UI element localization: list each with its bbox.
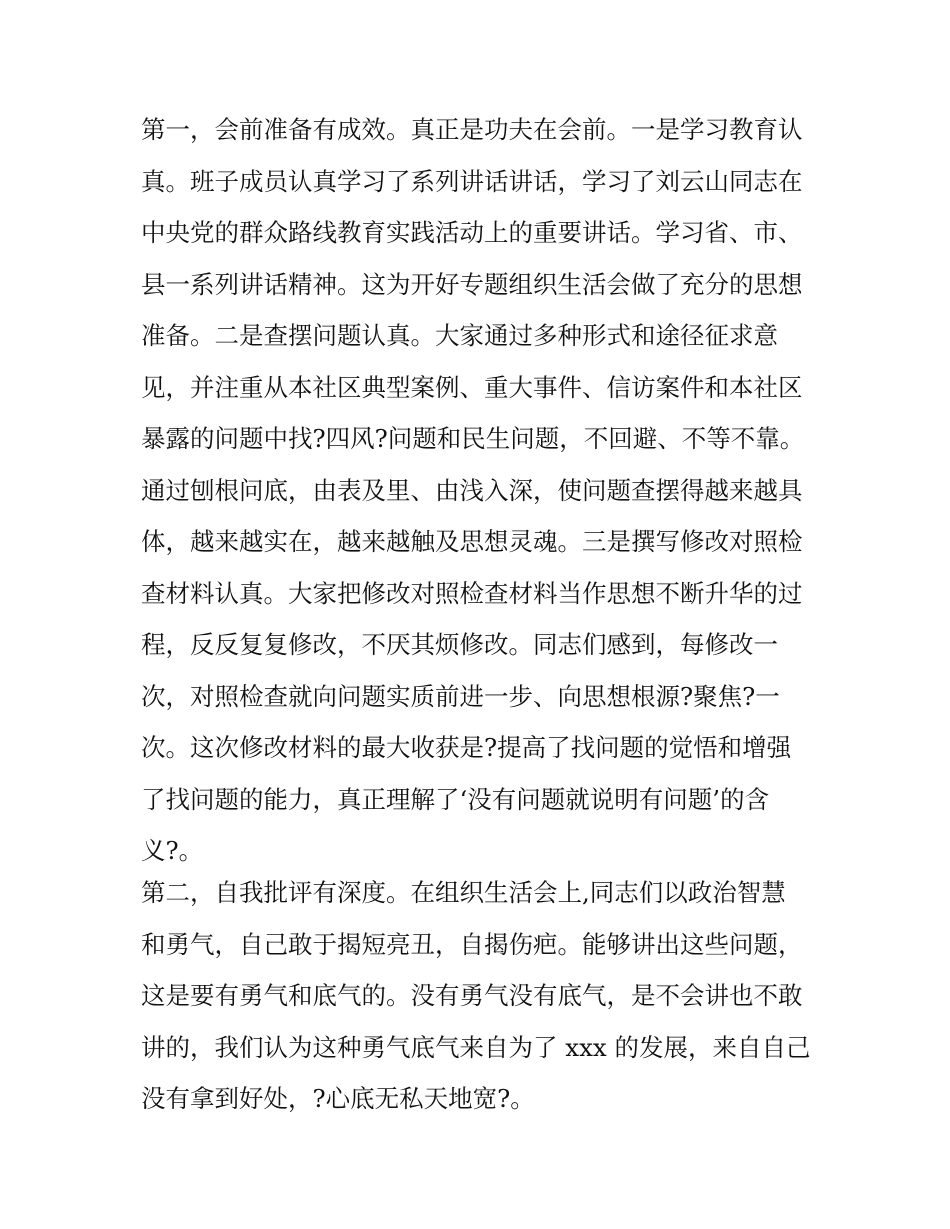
text-line: 讲的，我们认为这种勇气底气来自为了 xxx 的发展，来自自己 xyxy=(141,1032,811,1062)
text-line: 义?。 xyxy=(141,836,204,865)
text-line: 查材料认真。大家把修改对照检查材料当作思想不断升华的过 xyxy=(141,578,803,608)
text-line: 没有拿到好处，?心底无私天地宽?。 xyxy=(141,1084,535,1113)
paragraph-2 xyxy=(141,867,813,1125)
text-line: 暴露的问题中找?四风?问题和民生问题，不回避、不等不靠。 xyxy=(141,424,805,453)
text-line: 真。班子成员认真学习了系列讲话讲话，学习了刘云山同志在 xyxy=(141,166,803,196)
text-line: 程，反反复复修改，不厌其烦修改。同志们感到，每修改一 xyxy=(141,630,778,659)
text-line: 次。这次修改材料的最大收获是?提高了找问题的觉悟和增强 xyxy=(141,733,792,762)
text-line: 和勇气，自己敢于揭短亮丑，自揭伤疤。能够讲出这些问题， xyxy=(141,929,803,959)
text-line: 县一系列讲话精神。这为开好专题组织生活会做了充分的思想 xyxy=(141,269,803,299)
text-line: 第一，会前准备有成效。真正是功夫在会前。一是学习教育认 xyxy=(141,115,803,144)
paragraph-1 xyxy=(141,104,813,877)
text-line: 了找问题的能力，真正理解了‘没有问题就说明有问题’的含 xyxy=(141,784,770,814)
text-line: 体，越来越实在，越来越触及思想灵魂。三是撰写修改对照检 xyxy=(141,527,803,556)
text-line: 见，并注重从本社区典型案例、重大事件、信访案件和本社区 xyxy=(141,372,803,402)
text-line: 这是要有勇气和底气的。没有勇气没有底气，是不会讲也不敢 xyxy=(141,981,803,1010)
text-line: 准备。二是查摆问题认真。大家通过多种形式和途径征求意 xyxy=(141,321,778,350)
text-line: 通过刨根问底，由表及里、由浅入深，使问题查摆得越来越具 xyxy=(141,475,803,505)
text-line: 中央党的群众路线教育实践活动上的重要讲话。学习省、市、 xyxy=(141,218,803,247)
text-line: 次，对照检查就向问题实质前进一步、向思想根源?聚焦?一 xyxy=(141,681,780,711)
text-line: 第二，自我批评有深度。在组织生活会上,同志们以政治智慧 xyxy=(141,878,786,907)
